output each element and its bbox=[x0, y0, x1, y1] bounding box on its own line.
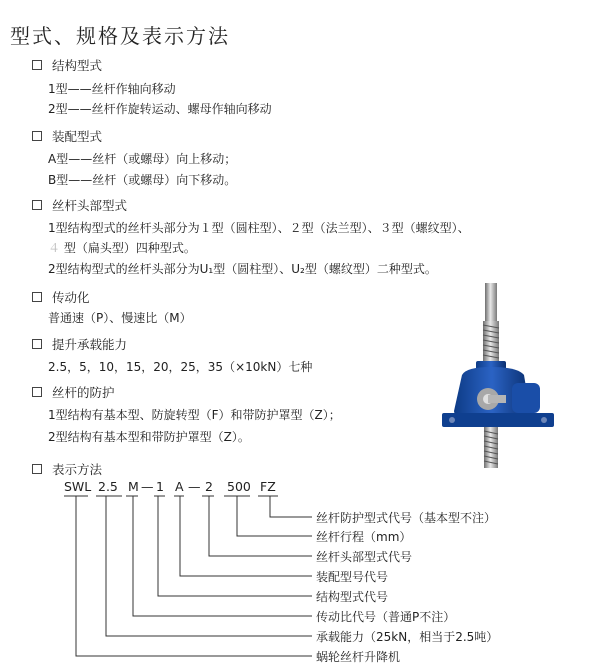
text-line: 2型结构型式的丝杆头部分为U₁型（圆柱型）、U₂型（螺纹型）二种型式。 bbox=[48, 262, 437, 276]
code-token: A bbox=[175, 479, 184, 494]
section-heading: 传动化 bbox=[52, 290, 90, 305]
code-token: 500 bbox=[227, 479, 251, 494]
text-line: 1型结构有基本型、防旋转型（F）和带防护罩型（Z）； bbox=[48, 408, 341, 422]
notation-description: 传动比代号（普通P不注） bbox=[316, 610, 456, 624]
code-token: 2 bbox=[205, 479, 213, 494]
screw-jack-illustration bbox=[438, 283, 558, 468]
section-heading: 表示方法 bbox=[52, 462, 103, 477]
code-token: — bbox=[141, 479, 154, 494]
code-token: SWL bbox=[64, 479, 92, 494]
section-heading: 丝杆头部型式 bbox=[52, 198, 128, 213]
code-token: FZ bbox=[260, 479, 276, 494]
text-line: 普通速（P）、慢速比（M） bbox=[48, 311, 192, 325]
notation-description: 承载能力（25kN，相当于2.5吨） bbox=[316, 630, 499, 644]
text-line: 2型——丝杆作旋转运动、螺母作轴向移动 bbox=[48, 102, 272, 116]
text-fragment: 型（扁头型）四种型式。 bbox=[63, 241, 196, 255]
section-heading: 结构型式 bbox=[52, 58, 103, 73]
section-heading: 丝杆的防护 bbox=[52, 385, 115, 400]
code-token: — bbox=[188, 479, 201, 494]
notation-description: 结构型式代号 bbox=[316, 590, 389, 604]
code-token: 2.5 bbox=[98, 479, 118, 494]
text-line: A型——丝杆（或螺母）向上移动； bbox=[48, 152, 237, 166]
section-heading: 提升承载能力 bbox=[52, 337, 128, 352]
code-token: 1 bbox=[156, 479, 164, 494]
notation-description: 丝杆头部型式代号 bbox=[316, 550, 413, 564]
code-token: M bbox=[128, 479, 139, 494]
notation-description: 丝杆行程（mm） bbox=[316, 530, 412, 544]
notation-description: 装配型号代号 bbox=[316, 570, 389, 584]
text-line: 1型结构型式的丝杆头部分为１型（圆柱型）、２型（法兰型）、３型（螺纹型）、 bbox=[48, 221, 470, 235]
faded-number: ４ bbox=[48, 241, 61, 255]
notation-description: 蜗轮丝杆升降机 bbox=[316, 650, 401, 664]
text-line: 1型——丝杆作轴向移动 bbox=[48, 82, 176, 96]
text-line: 2.5，5，10，15，20，25，35（×10kN）七种 bbox=[48, 360, 313, 374]
text-line: 2型结构有基本型和带防护罩型（Z）。 bbox=[48, 430, 250, 444]
notation-description: 丝杆防护型式代号（基本型不注） bbox=[316, 511, 497, 525]
section-heading: 装配型式 bbox=[52, 129, 103, 144]
text-line: B型——丝杆（或螺母）向下移动。 bbox=[48, 173, 237, 187]
page-title: 型式、规格及表示方法 bbox=[10, 24, 230, 48]
